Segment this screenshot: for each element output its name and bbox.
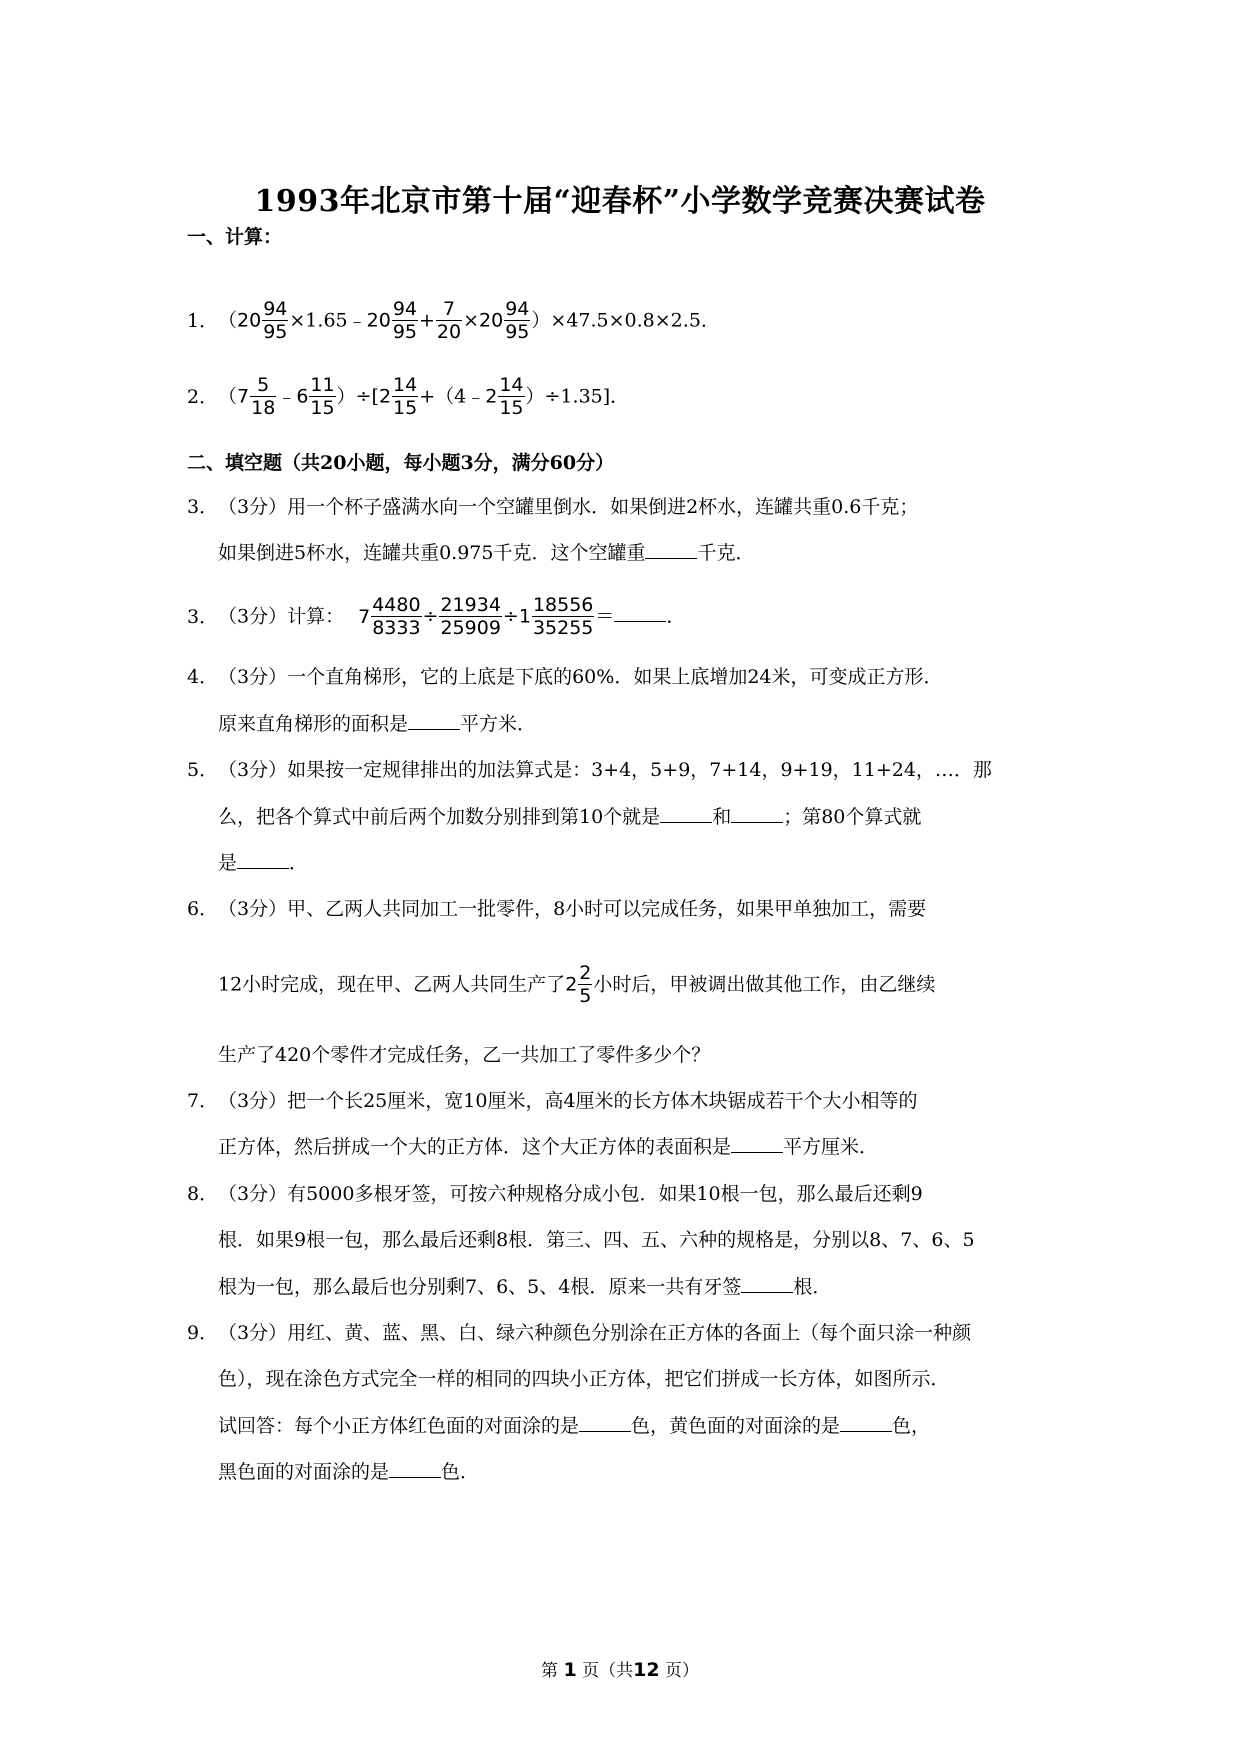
q1-text: ）×47.5×0.8×2.5． <box>531 309 720 332</box>
question-7-line2 <box>218 1134 878 1160</box>
denominator: 95 <box>263 321 288 343</box>
q1-text: （ <box>218 309 238 332</box>
q1-text: ×1.65﹣ <box>289 309 367 332</box>
q2-fraction <box>309 374 335 419</box>
question-number: 1． <box>187 309 219 332</box>
question-text: 试回答：每个小正方体红色面的对面涂的是 <box>218 1415 580 1437</box>
numerator: 14 <box>393 374 418 396</box>
question-7 <box>187 1088 918 1114</box>
numerator: 18556 <box>532 594 594 616</box>
question-text: 千克． <box>697 542 755 564</box>
q1-fraction <box>504 298 530 343</box>
q1-fraction <box>262 298 288 343</box>
question-9-line2 <box>218 1366 950 1392</box>
question-6-line2 <box>218 962 935 1007</box>
numerator: 21934 <box>440 594 501 616</box>
question-text: （3分）计算： <box>218 605 345 628</box>
question-text: 色），现在涂色方式完全一样的相同的四块小正方体，把它们拼成一长方体，如图所示． <box>218 1368 950 1390</box>
q1-whole: 20 <box>479 309 504 332</box>
answer-blank <box>731 804 783 823</box>
question-5-line3 <box>218 850 308 876</box>
question-4 <box>187 664 943 690</box>
question-number: 6． <box>187 898 219 920</box>
q1-text: + <box>419 309 435 332</box>
section-heading-calculation: 一、计算： <box>187 226 283 248</box>
question-number: 4． <box>187 666 219 688</box>
q2-whole: 6 <box>296 385 309 408</box>
numerator: 11 <box>310 374 335 396</box>
numerator: 94 <box>505 298 530 320</box>
question-text: （3分）用一个杯子盛满水向一个空罐里倒水．如果倒进2杯水，连罐共重0.6千克； <box>218 496 919 518</box>
q2-text: ﹣ <box>277 385 297 408</box>
answer-blank <box>237 850 289 869</box>
denominator: 15 <box>310 397 335 419</box>
question-6-line3 <box>218 1042 710 1068</box>
q3b-fraction <box>532 594 594 639</box>
q2-fraction <box>392 374 418 419</box>
question-text: ；第80个算式就 <box>783 806 922 828</box>
question-text: （3分）有5000多根牙签，可按六种规格分成小包．如果10根一包，那么最后还剩9 <box>218 1183 923 1205</box>
q2-text: +（4﹣ <box>419 385 486 408</box>
question-3a-line2 <box>218 540 755 566</box>
question-text: 原来直角梯形的面积是 <box>218 713 409 735</box>
question-number: 9． <box>187 1322 219 1344</box>
question-number: 3． <box>187 496 219 518</box>
denominator: 25909 <box>440 617 501 639</box>
q3b-fraction <box>371 594 421 639</box>
question-8-line3 <box>218 1274 831 1300</box>
numerator: 4480 <box>372 594 421 616</box>
question-text: 小时后，甲被调出做其他工作，由乙继续 <box>593 973 936 996</box>
question-number: 3． <box>187 605 219 628</box>
question-text: （3分）甲、乙两人共同加工一批零件，8小时可以完成任务，如果甲单独加工，需要 <box>218 898 927 920</box>
q3b-whole: 1 <box>518 605 531 628</box>
q2-whole: 2 <box>485 385 498 408</box>
answer-blank <box>660 804 712 823</box>
denominator: 95 <box>392 321 417 343</box>
denominator: 15 <box>499 397 524 419</box>
denominator: 15 <box>393 397 418 419</box>
question-text: 根．如果9根一包，那么最后还剩8根．第三、四、五、六种的规格是，分别以8、7、6、5 <box>218 1229 975 1251</box>
denominator: 20 <box>436 321 462 343</box>
answer-blank <box>614 603 666 622</box>
question-text: ． <box>666 605 686 628</box>
q1-whole: 20 <box>366 309 391 332</box>
numerator: 7 <box>436 298 462 321</box>
operator: ÷ <box>422 605 439 628</box>
question-text: 12小时完成，现在甲、乙两人共同生产了 <box>218 973 566 996</box>
denominator: 95 <box>505 321 530 343</box>
question-text: 和 <box>712 806 732 828</box>
question-text: （3分）用红、黄、蓝、黑、白、绿六种颜色分别涂在正方体的各面上（每个面只涂一种颜 <box>218 1322 972 1344</box>
footer-text: 页（共 <box>582 1661 634 1681</box>
question-text: 平方厘米． <box>783 1136 879 1158</box>
q2-text: ）÷[ <box>336 385 379 408</box>
numerator: 94 <box>392 298 417 320</box>
question-text: 平方米． <box>460 713 537 735</box>
question-text: （3分）把一个长25厘米，宽10厘米，高4厘米的长方体木块锯成若干个大小相等的 <box>218 1090 918 1112</box>
q6-fraction <box>578 962 592 1007</box>
numerator: 2 <box>579 962 592 984</box>
operator: ＝ <box>595 605 615 628</box>
q1-fraction <box>392 298 418 343</box>
answer-blank <box>741 1274 793 1293</box>
question-text: 根． <box>793 1276 832 1298</box>
q3b-fraction <box>439 594 501 639</box>
footer-text: 第 <box>541 1661 559 1681</box>
question-8-line2 <box>218 1227 975 1253</box>
question-3a <box>187 494 918 520</box>
question-number: 5． <box>187 759 219 781</box>
question-text: ． <box>289 852 309 874</box>
question-text: 是 <box>218 852 238 874</box>
q2-text: （ <box>218 385 238 408</box>
question-9-line4 <box>218 1459 479 1485</box>
question-text: 生产了420个零件才完成任务，乙一共加工了零件多少个？ <box>218 1044 711 1066</box>
q1-whole: 20 <box>237 309 262 332</box>
question-9 <box>187 1320 971 1346</box>
question-6 <box>187 896 926 922</box>
question-number: 8． <box>187 1183 219 1205</box>
answer-blank <box>645 540 697 559</box>
q1-text: × <box>463 309 480 332</box>
question-text: （3分）一个直角梯形，它的上底是下底的60%．如果上底增加24米，可变成正方形． <box>218 666 943 688</box>
q2-fraction <box>498 374 524 419</box>
denominator: 8333 <box>372 617 421 639</box>
question-5 <box>187 757 992 783</box>
question-text: 色，黄色面的对面涂的是 <box>631 1415 841 1437</box>
question-9-line3 <box>218 1413 930 1439</box>
question-8 <box>187 1181 923 1207</box>
question-text: 色， <box>892 1415 931 1437</box>
numerator: 94 <box>263 298 288 320</box>
answer-blank <box>840 1413 892 1432</box>
page-total: 12 <box>633 1659 660 1681</box>
question-text: 如果倒进5杯水，连罐共重0.975千克．这个空罐重 <box>218 542 646 564</box>
question-text: （3分）如果按一定规律排出的加法算式是：3+4，5+9，7+14，9+19，11+24，…．那 <box>218 759 992 781</box>
page-number: 1 <box>563 1659 577 1681</box>
question-3b <box>187 594 685 639</box>
q2-whole: 2 <box>378 385 392 408</box>
q2-text: ）÷1.35]． <box>525 385 630 408</box>
q2-fraction <box>250 374 276 419</box>
denominator: 35255 <box>532 617 594 639</box>
question-2 <box>187 374 629 419</box>
question-5-line2 <box>218 804 921 830</box>
question-text: 正方体，然后拼成一个大的正方体．这个大正方体的表面积是 <box>218 1136 732 1158</box>
question-number: 7． <box>187 1090 219 1112</box>
numerator: 5 <box>250 374 276 397</box>
page-footer <box>0 1656 1240 1681</box>
q6-whole: 2 <box>565 973 578 996</box>
page-title: 1993年北京市第十届“迎春杯”小学数学竞赛决赛试卷 <box>254 184 986 219</box>
question-number: 2． <box>187 385 219 408</box>
q3b-whole: 7 <box>358 605 371 628</box>
answer-blank <box>408 711 460 730</box>
question-text: 么，把各个算式中前后两个加数分别排到第10个就是 <box>218 806 661 828</box>
operator: ÷ <box>502 605 519 628</box>
section-heading-fill-in: 二、填空题（共20小题，每小题3分，满分60分） <box>187 452 615 474</box>
q2-whole: 7 <box>237 385 250 408</box>
answer-blank <box>389 1459 441 1478</box>
footer-text: 页） <box>664 1661 699 1681</box>
answer-blank <box>579 1413 631 1432</box>
numerator: 14 <box>499 374 524 396</box>
q1-fraction <box>436 298 462 343</box>
question-text: 黑色面的对面涂的是 <box>218 1461 390 1483</box>
denominator: 18 <box>251 397 276 419</box>
answer-blank <box>731 1134 783 1153</box>
question-text: 根为一包，那么最后也分别剩7、6、5、4根．原来一共有牙签 <box>218 1276 742 1298</box>
question-text: 色． <box>441 1461 480 1483</box>
denominator: 5 <box>579 985 592 1007</box>
question-1 <box>187 298 720 343</box>
question-4-line2 <box>218 711 536 737</box>
